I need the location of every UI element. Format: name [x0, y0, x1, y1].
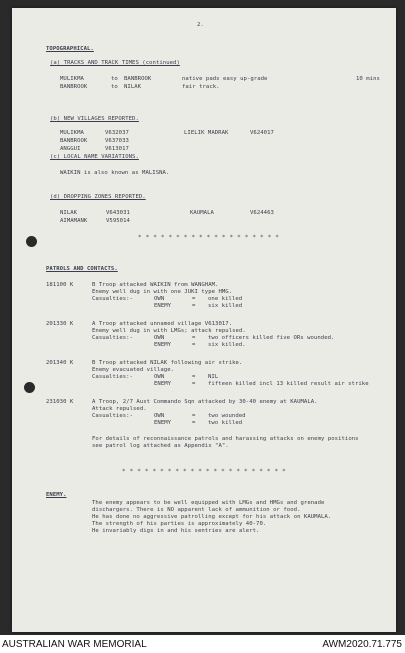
section-heading-topographical: TOPOGRAPHICAL.	[46, 46, 94, 52]
patrol-line: A Troop attacked unnamed village V613017.	[92, 321, 233, 327]
enemy-line: The enemy appears to be well equipped with LMGs and HMGs and grenade	[92, 500, 325, 506]
casualties-side: OWN	[154, 413, 165, 419]
dz-ref: V595014	[106, 218, 130, 224]
track-to: to	[111, 76, 118, 82]
footer-institution: AUSTRALIAN WAR MEMORIAL	[2, 639, 147, 650]
patrol-time: 201340 K	[46, 360, 74, 366]
patrol-note: For details of reconnaissance patrols and harassing attacks on enemy positions	[92, 436, 359, 442]
section-separator: * * * * * * * * * * * * * * * * * * * * * *	[122, 468, 286, 475]
patrol-line: A Troop, 2/7 Aust Commando Sqn attacked by 30-40 enemy at KAUMALA.	[92, 399, 318, 405]
village-name: LIELIK MADRAK	[184, 130, 229, 136]
section-heading-patrols: PATROLS AND CONTACTS.	[46, 266, 118, 272]
patrol-line: Enemy well dug in with one JUKI type HMG.	[92, 289, 233, 295]
casualties-label: Casualties:-	[92, 374, 134, 380]
casualties-value: two officers killed five ORs wounded.	[208, 335, 335, 341]
dz-name: AIMAMANK	[60, 218, 88, 224]
casualties-side: ENEMY	[154, 342, 172, 348]
casualties-value: six killed.	[208, 342, 246, 348]
patrol-time: 231030 K	[46, 399, 74, 405]
name-variation-text: WAIKIN is also known as MALISNA.	[60, 170, 170, 176]
patrol-line: Enemy well dug in with LMGs; attack repulsed.	[92, 328, 246, 334]
casualties-value: NIL	[208, 374, 219, 380]
casualties-eq: =	[192, 335, 196, 341]
casualties-eq: =	[192, 413, 196, 419]
village-ref: V637033	[105, 138, 129, 144]
document-page	[12, 8, 396, 632]
track-to: to	[111, 84, 118, 90]
enemy-line: dischargers. There is NO apparent lack of ammunition or food.	[92, 507, 301, 513]
patrol-line: B Troop attacked NILAK following air strike.	[92, 360, 243, 366]
casualties-eq: =	[192, 420, 196, 426]
village-ref: V613017	[105, 146, 129, 152]
enemy-line: He has done no aggressive patrolling except for his attack on KAUMALA.	[92, 514, 332, 520]
village-name: ANGGUI	[60, 146, 81, 152]
dz-name: KAUMALA	[190, 210, 214, 216]
village-ref: V632037	[105, 130, 129, 136]
casualties-value: six killed	[208, 303, 243, 309]
village-name: BANBROOK	[60, 138, 88, 144]
track-time: 10 mins	[356, 76, 380, 82]
punch-hole-bottom	[24, 382, 35, 393]
casualties-label: Casualties:-	[92, 296, 134, 302]
enemy-line: He invariably digs in and his sentries are alert.	[92, 528, 260, 534]
subheading-villages: (b) NEW VILLAGES REPORTED.	[50, 116, 139, 122]
casualties-value: one killed	[208, 296, 243, 302]
patrol-time: 201330 K	[46, 321, 74, 327]
casualties-eq: =	[192, 342, 196, 348]
casualties-side: OWN	[154, 374, 165, 380]
casualties-eq: =	[192, 296, 196, 302]
dz-name: NILAK	[60, 210, 78, 216]
track-desc: fair track.	[182, 84, 220, 90]
casualties-side: ENEMY	[154, 303, 172, 309]
track-from: MULIKMA	[60, 76, 84, 82]
village-ref: V624017	[250, 130, 274, 136]
casualties-value: fifteen killed incl 13 killed result air strike	[208, 381, 369, 387]
casualties-side: OWN	[154, 296, 165, 302]
dz-ref: V624463	[250, 210, 274, 216]
casualties-side: ENEMY	[154, 420, 172, 426]
casualties-side: OWN	[154, 335, 165, 341]
casualties-eq: =	[192, 374, 196, 380]
page-number: 2.	[197, 22, 204, 28]
patrol-time: 181100 K	[46, 282, 74, 288]
section-separator: * * * * * * * * * * * * * * * * * * *	[138, 234, 280, 241]
enemy-line: The strength of his parties is approximately 40-70.	[92, 521, 267, 527]
casualties-eq: =	[192, 381, 196, 387]
footer-accession: AWM2020.71.775	[322, 639, 402, 650]
casualties-label: Casualties:-	[92, 335, 134, 341]
casualties-label: Casualties:-	[92, 413, 134, 419]
track-dest: BANBROOK	[124, 76, 152, 82]
casualties-side: ENEMY	[154, 381, 172, 387]
dz-ref: V643031	[106, 210, 130, 216]
punch-hole-top	[26, 236, 37, 247]
subheading-dropping-zones: (d) DROPPING ZONES REPORTED.	[50, 194, 146, 200]
casualties-eq: =	[192, 303, 196, 309]
patrol-line: Enemy evacuated village.	[92, 367, 175, 373]
casualties-value: two wounded	[208, 413, 246, 419]
casualties-value: two killed	[208, 420, 243, 426]
track-dest: NILAK	[124, 84, 142, 90]
subheading-tracks: (a) TRACKS AND TRACK TIMES (continued)	[50, 60, 180, 66]
patrol-note: see patrol log attached as Appendix "A".	[92, 443, 229, 449]
archive-footer	[0, 635, 405, 653]
village-name: MULIKMA	[60, 130, 84, 136]
track-desc: native pads easy up-grade	[182, 76, 268, 82]
patrol-line: Attack repulsed.	[92, 406, 147, 412]
track-from: BANBROOK	[60, 84, 88, 90]
patrol-line: B Troop attacked WAIKIN from WANGHAM.	[92, 282, 219, 288]
section-heading-enemy: ENEMY.	[46, 492, 67, 498]
subheading-name-variations: (c) LOCAL NAME VARIATIONS.	[50, 154, 139, 160]
